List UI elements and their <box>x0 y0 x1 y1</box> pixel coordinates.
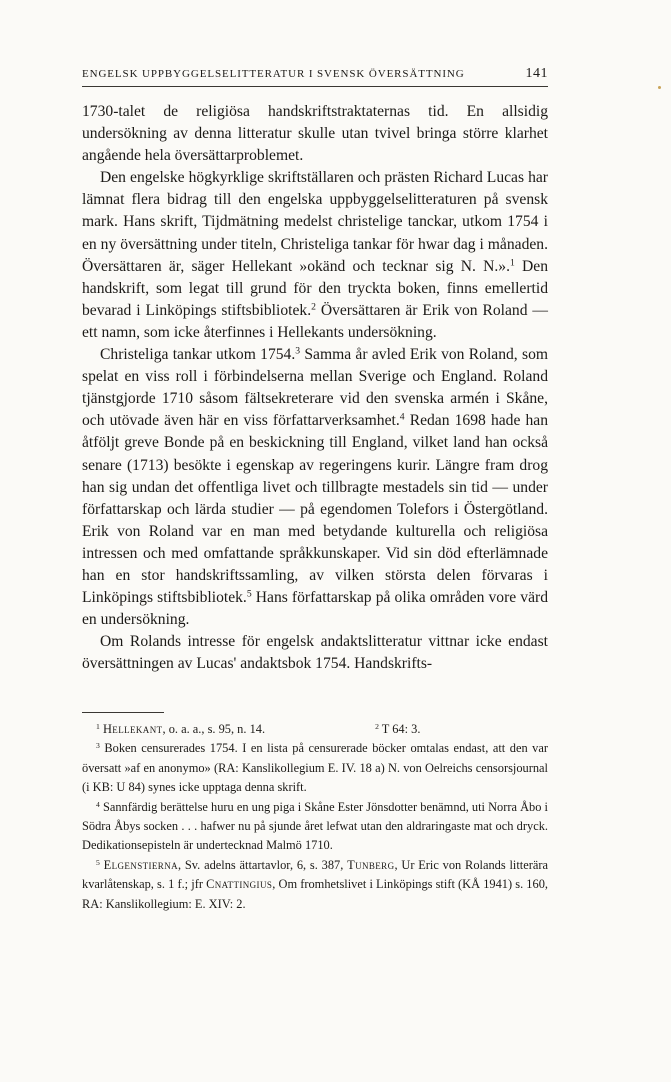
paragraph-1: 1730-talet de religiösa handskriftstraktaternas tid. En allsidig undersökning av denna litteratur skulle utan tvivel bringa större klarhet angående hela översättarproblemet. <box>82 103 548 165</box>
footnote-3: $^3$ Boken censurerades 1754. I en lista på censurerade böcker omtalas endast, att den var översatt »af en anonymo» (RA: Kanslikollegium E. IV. 18 a) N. von Oelreichs censorsjournal (i KB: U 84) synes icke upptaga denna skrift. <box>82 741 548 795</box>
paragraph-3: Christeliga tankar utkom 1754.$^3$ Samma år avled Erik von Roland, som spelat en viss roll i förbindelserna mellan Sverige och England. Roland tjänstgjorde 1710 såsom fältsekreterare vid den svenska armén i Skåne, och utövade även här en viss författarverksamhet.$^4$ Redan 1698 hade han åtföljt greve Bonde på en beskickning till England, vilket land han också senare (1713) besökte i egenskap av regeringens kurir. Längre fram drog han sig undan det offentliga livet och tillbragte mestadels sin tid — under författarskap och lärda studier — på egendomen Tolefors i Östergötland. Erik von Roland var en man med betydande kulturella och religiösa intressen och med omfattande språkkunskaper. Vid sin död efterlämnade han en stor handskriftssamling, av vilken största delen förvaras i Linköpings stiftsbibliotek.$^5$ Hans författarskap på olika områden vore värd en undersökning. <box>82 345 549 629</box>
footnote-ref-1: 1 <box>509 257 515 269</box>
footnote-1-2-row <box>82 720 548 739</box>
footnote-1: $^1$ Hellekant, o. a. a., s. 95, n. 14. <box>96 721 266 736</box>
paragraph-2: Den engelske högkyrklige skriftställaren och prästen Richard Lucas har lämnat flera bidrag till den engelska uppbyggelselitteraturen på svensk mark. Hans skrift, Tijdmätning medelst christelige tanckar, utkom 1754 i en ny översättning under titeln, Christeliga tankar för hwar dag i månaden. Översättaren är, säger Hellekant »okänd och tecknar sig N. N.».$^1$ Den handskrift, som legat till grund för den tryckta boken, finns emellertid bevarad i Linköpings stiftsbibliotek.$^2$ Översättaren är Erik von Roland — ett namn, som icke återfinnes i Hellekants undersökning. <box>82 169 548 341</box>
running-title: ENGELSK UPPBYGGELSELITTERATUR I SVENSK ÖVERSÄTTNING <box>82 68 465 80</box>
footnote-ref-4: 4 <box>399 412 405 423</box>
footnotes <box>82 720 548 914</box>
body-text <box>82 101 548 675</box>
footnote-4: $^4$ Sannfärdig berättelse huru en ung piga i Skåne Ester Jönsdotter benämnd, uti Norra Åbo i Södra Åbys socken . . . hafwer nu på sjunde året lefwat utan den aldraringaste mat och dryck. Dedikationsepisteln är undertecknad Malmö 1710. <box>82 799 548 853</box>
footnote-2: $^2$ T 64: 3. <box>375 721 421 736</box>
paragraph-4: Om Rolands intresse för engelsk andaktslitteratur vittnar icke endast översättningen av Lucas' andaktsbok 1754. Handskrifts- <box>82 633 548 673</box>
running-header <box>82 66 548 82</box>
footnote-ref-5: 5 <box>246 588 252 600</box>
margin-speck <box>658 86 661 89</box>
footnote-ref-2: 2 <box>311 301 316 313</box>
footnote-ref-3: 3 <box>295 345 301 357</box>
header-rule <box>82 86 548 87</box>
page-number: 141 <box>525 66 548 81</box>
footnote-5: $^5$ Elgenstierna, Sv. adelns ättartavlor, 6, s. 387, Tunberg, Ur Eric von Rolands litterära kvarlåtenskap, s. 1 f.; jfr Cnattingius, Om fromhetslivet i Linköpings stift (KÅ 1941) s. 160, RA: Kanslikollegium: E. XIV: 2. <box>82 857 548 911</box>
footnote-rule <box>82 712 164 713</box>
